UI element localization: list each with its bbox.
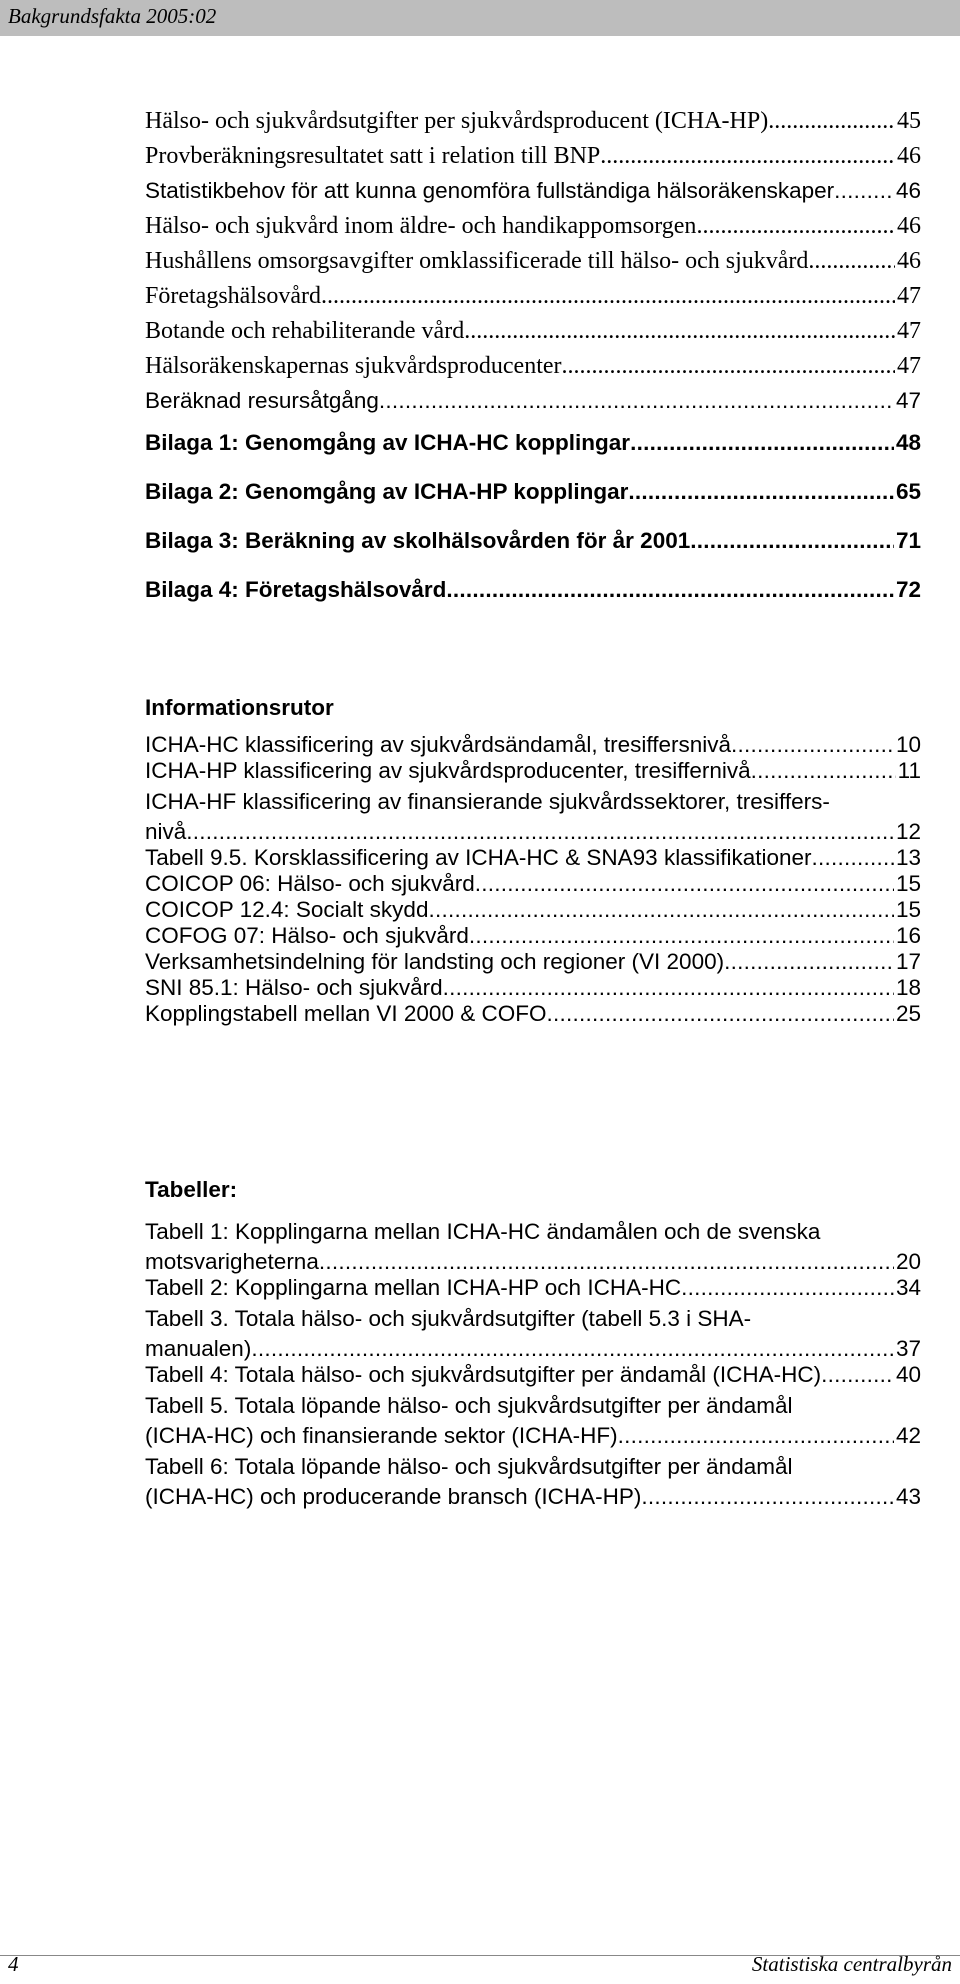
table-entry[interactable]: Tabell 4: Totala hälso- och sjukvårdsutgifter per ändamål (ICHA-HC) . . . 40 xyxy=(145,1362,921,1388)
table-entry-line[interactable]: Tabell 1: Kopplingarna mellan ICHA-HC ändamålen och de svenska xyxy=(145,1219,821,1244)
infoboxes-heading: Informationsrutor xyxy=(145,695,334,720)
table-entry[interactable]: manualen) . . . 37 xyxy=(145,1336,921,1362)
footer-organization: Statistiska centralbyrån xyxy=(751,1952,952,1976)
toc-sans-entry-b xyxy=(145,388,921,423)
toc-entry[interactable]: Hushållens omsorgsavgifter omklassificerade till hälso- och sjukvård . . . 46 xyxy=(145,248,921,283)
page-number: 4 xyxy=(8,1952,19,1976)
appendix-entry[interactable]: Bilaga 2: Genomgång av ICHA-HP kopplingar . . . 65 xyxy=(145,479,921,528)
infobox-entry-line[interactable]: ICHA-HF klassificering av finansierande sjukvårdssektorer, tresiffers- xyxy=(145,789,830,814)
infobox-entry[interactable]: COFOG 07: Hälso- och sjukvård . . . 16 xyxy=(145,923,921,949)
toc-entry[interactable]: Hälso- och sjukvård inom äldre- och handikappomsorgen . . . 46 xyxy=(145,213,921,248)
table-entry[interactable]: (ICHA-HC) och finansierande sektor (ICHA-HF) . . . 42 xyxy=(145,1423,921,1449)
infobox-entry[interactable]: nivå . . . 12 xyxy=(145,819,921,845)
table-entry-line[interactable]: Tabell 5. Totala löpande hälso- och sjukvårdsutgifter per ändamål xyxy=(145,1393,793,1418)
infobox-entry[interactable]: Tabell 9.5. Korsklassificering av ICHA-HC & SNA93 klassifikationer . . . 13 xyxy=(145,845,921,871)
toc-entry[interactable]: Hälsoräkenskapernas sjukvårdsproducenter . . . 47 xyxy=(145,353,921,388)
toc-serif-group-a xyxy=(145,108,921,178)
table-entry-line[interactable]: Tabell 3. Totala hälso- och sjukvårdsutgifter (tabell 5.3 i SHA- xyxy=(145,1306,752,1331)
toc-entry[interactable]: Provberäkningsresultatet satt i relation till BNP . . . 46 xyxy=(145,143,921,178)
toc-serif-group-b xyxy=(145,213,921,388)
toc-entry[interactable]: Statistikbehov för att kunna genomföra fullständiga hälsoräkenskaper . . . 46 xyxy=(145,178,921,213)
toc-entry[interactable]: Botande och rehabiliterande vård . . . 47 xyxy=(145,318,921,353)
infobox-entry[interactable]: Kopplingstabell mellan VI 2000 & COFO . . . 25 xyxy=(145,1001,921,1027)
table-entry[interactable]: (ICHA-HC) och producerande bransch (ICHA-HP) . . . 43 xyxy=(145,1484,921,1510)
appendix-entry[interactable]: Bilaga 1: Genomgång av ICHA-HC kopplingar . . . 48 xyxy=(145,430,921,479)
toc-tables xyxy=(145,1214,921,1510)
header-title: Bakgrundsfakta 2005:02 xyxy=(8,4,217,28)
infobox-entry[interactable]: ICHA-HP klassificering av sjukvårdsproducenter, tresiffernivå . . . 11 xyxy=(145,758,921,784)
appendix-entry[interactable]: Bilaga 3: Beräkning av skolhälsovården för år 2001 . . . 71 xyxy=(145,528,921,577)
table-entry[interactable]: motsvarigheterna . . . 20 xyxy=(145,1249,921,1275)
tables-heading: Tabeller: xyxy=(145,1177,238,1202)
toc-sans-entry-a xyxy=(145,178,921,213)
infobox-entry[interactable]: COICOP 06: Hälso- och sjukvård . . . 15 xyxy=(145,871,921,897)
infobox-entry[interactable]: Verksamhetsindelning för landsting och regioner (VI 2000) . . . 17 xyxy=(145,949,921,975)
toc-appendices xyxy=(145,430,921,626)
toc-entry[interactable]: Beräknad resursåtgång . . . 47 xyxy=(145,388,921,423)
page-header xyxy=(0,0,960,36)
infobox-entry[interactable]: SNI 85.1: Hälso- och sjukvård . . . 18 xyxy=(145,975,921,1001)
toc-entry[interactable]: Företagshälsovård . . . 47 xyxy=(145,283,921,318)
table-entry-line[interactable]: Tabell 6: Totala löpande hälso- och sjukvårdsutgifter per ändamål xyxy=(145,1454,793,1479)
appendix-entry[interactable]: Bilaga 4: Företagshälsovård . . . 72 xyxy=(145,577,921,626)
toc-entry[interactable]: Hälso- och sjukvårdsutgifter per sjukvårdsproducent (ICHA-HP) . . . 45 xyxy=(145,108,921,143)
infobox-entry[interactable]: COICOP 12.4: Socialt skydd . . . 15 xyxy=(145,897,921,923)
table-entry[interactable]: Tabell 2: Kopplingarna mellan ICHA-HP och ICHA-HC . . . 34 xyxy=(145,1275,921,1301)
infobox-entry[interactable]: ICHA-HC klassificering av sjukvårdsändamål, tresiffersnivå . . . 10 xyxy=(145,732,921,758)
toc-infoboxes xyxy=(145,732,921,1027)
